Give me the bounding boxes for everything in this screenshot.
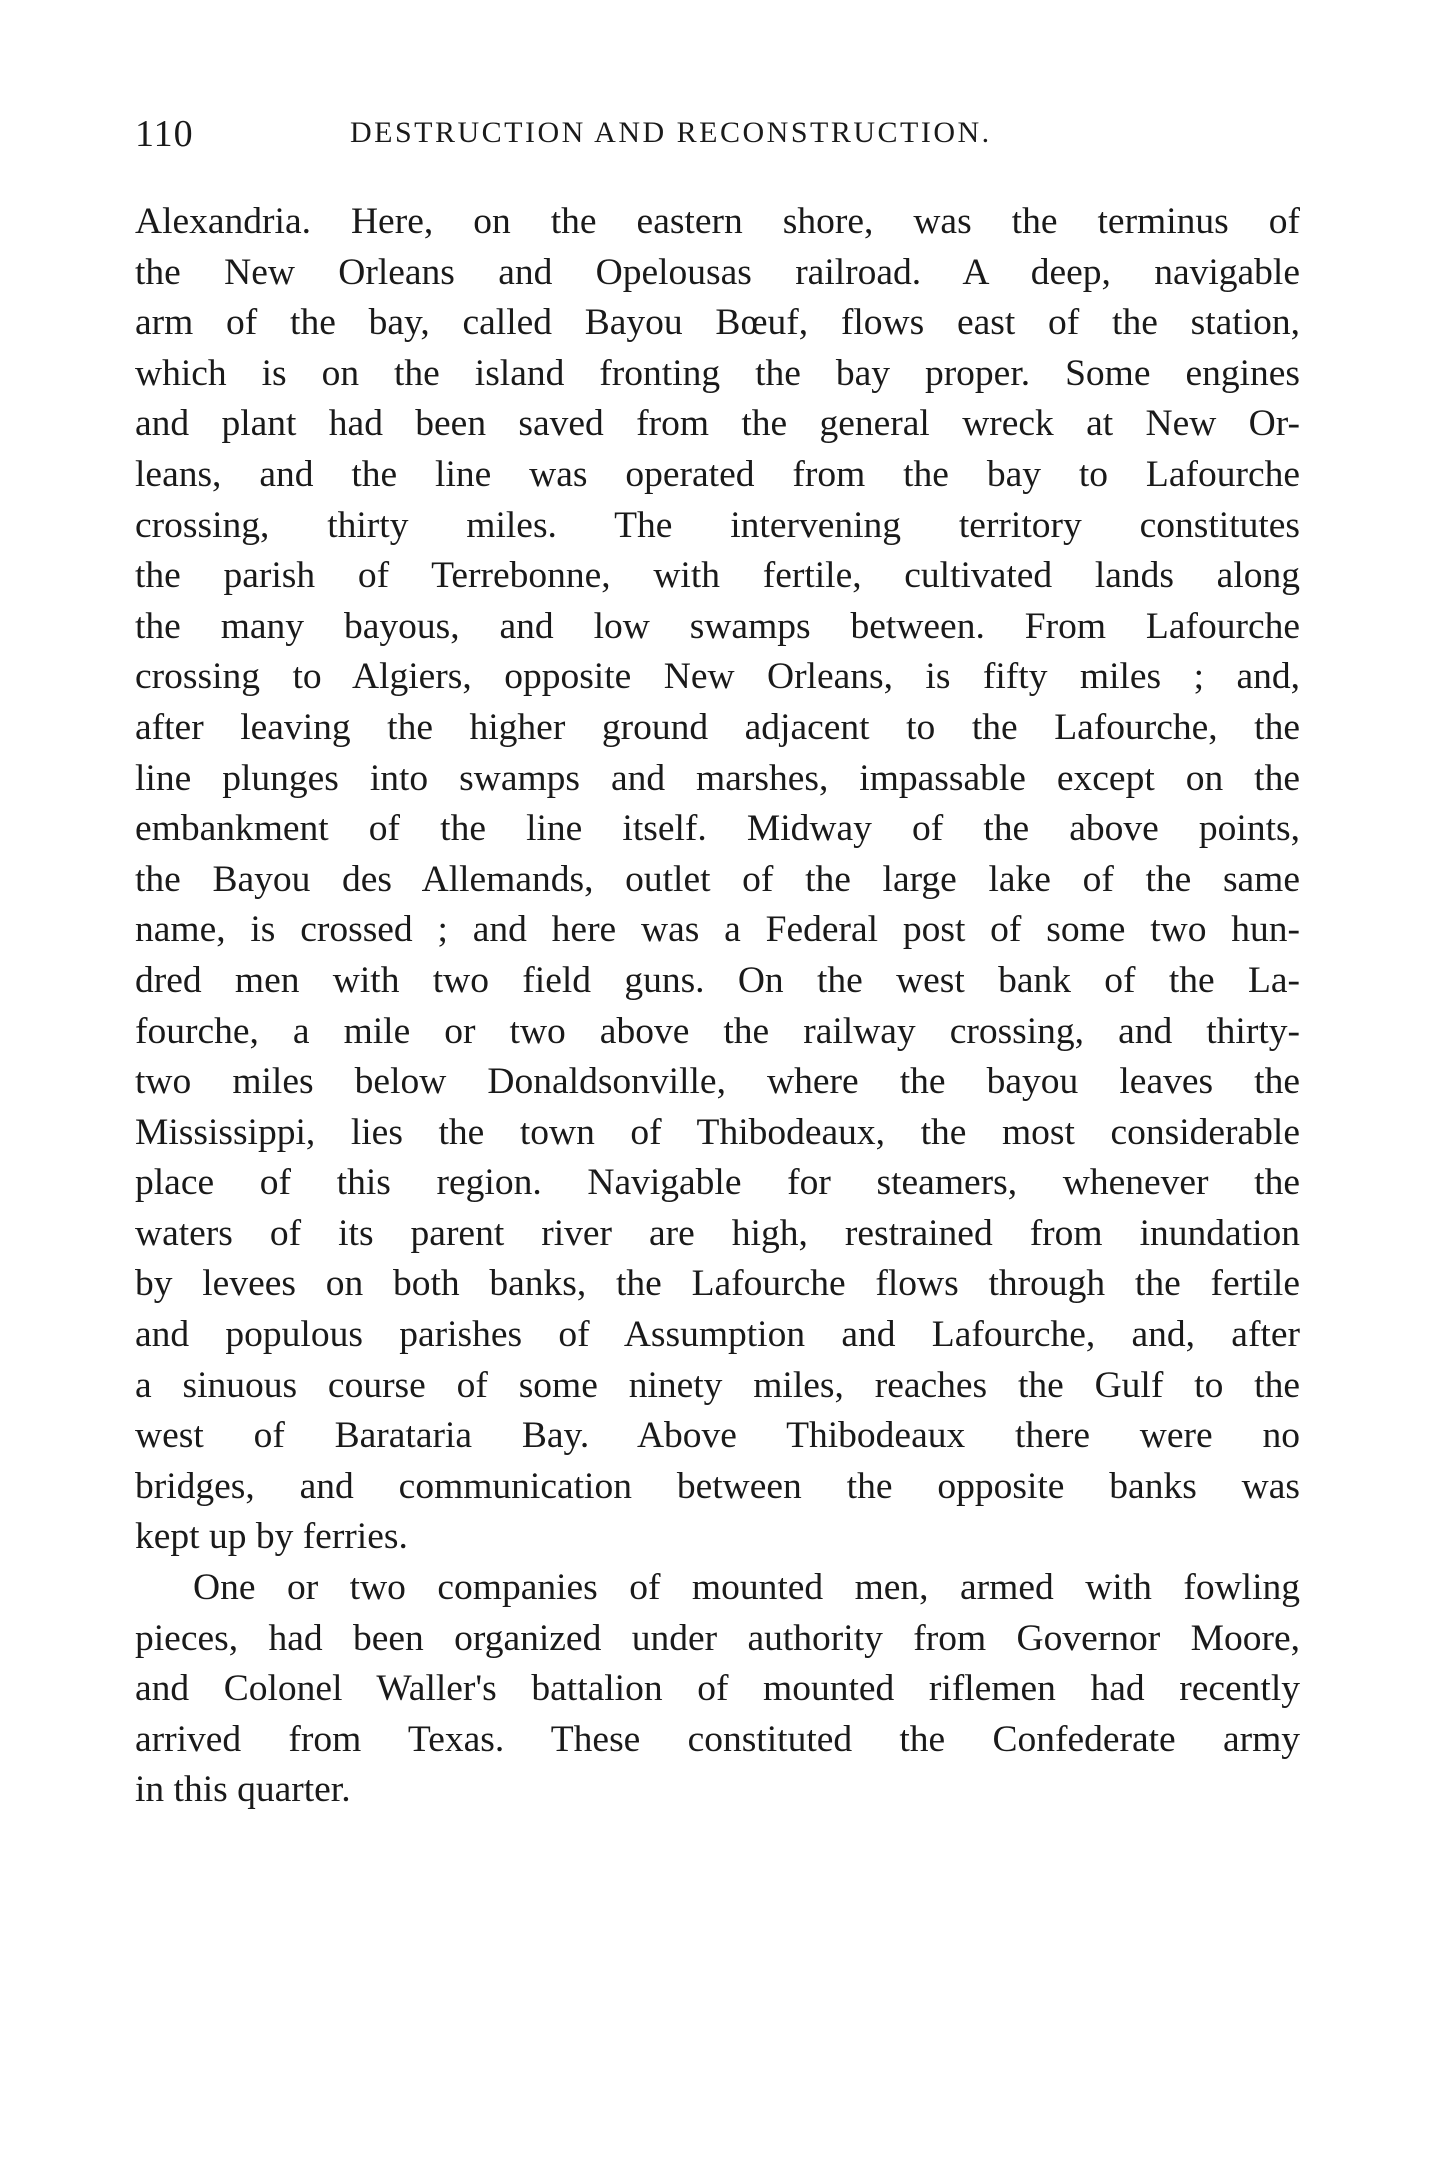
text-line: crossing to Algiers, opposite New Orleans, is fifty miles ; and, — [135, 656, 1300, 698]
text-line: by levees on both banks, the Lafourche flows through the fertile — [135, 1263, 1300, 1305]
text-line: bridges, and communication between the opposite banks was — [135, 1465, 1300, 1507]
text-line: Mississippi, lies the town of Thibodeaux, the most considerable — [135, 1111, 1300, 1153]
page-number: 110 — [135, 113, 194, 155]
text-line: which is on the island fronting the bay proper. Some engines — [135, 352, 1300, 394]
text-line: and plant had been saved from the general wreck at New Or- — [135, 403, 1300, 445]
text-line: leans, and the line was operated from the bay to Lafourche — [135, 453, 1300, 495]
text-line: embankment of the line itself. Midway of the above points, — [135, 808, 1300, 850]
text-line: place of this region. Navigable for steamers, whenever the — [135, 1162, 1300, 1204]
text-line: the Bayou des Allemands, outlet of the large lake of the same — [135, 858, 1300, 900]
text-line: and Colonel Waller's battalion of mounted riflemen had recently — [135, 1668, 1300, 1710]
body-text — [135, 197, 1300, 1816]
paragraph-2 — [135, 1563, 1300, 1816]
text-line: the many bayous, and low swamps between. From Lafourche — [135, 605, 1300, 647]
text-line: and populous parishes of Assumption and Lafourche, and, after — [135, 1314, 1300, 1356]
text-line: fourche, a mile or two above the railway crossing, and thirty- — [135, 1010, 1300, 1052]
text-line: a sinuous course of some ninety miles, reaches the Gulf to the — [135, 1364, 1300, 1406]
running-head — [135, 112, 1300, 162]
text-line: crossing, thirty miles. The intervening territory constitutes — [135, 504, 1300, 546]
text-line: west of Barataria Bay. Above Thibodeaux there were no — [135, 1415, 1300, 1457]
paragraph-1 — [135, 197, 1300, 1563]
running-title: DESTRUCTION AND RECONSTRUCTION. — [350, 116, 992, 149]
text-line: the New Orleans and Opelousas railroad. A deep, navigable — [135, 251, 1300, 293]
text-line: One or two companies of mounted men, armed with fowling — [193, 1567, 1300, 1609]
text-line: dred men with two field guns. On the west bank of the La- — [135, 959, 1300, 1001]
text-line: line plunges into swamps and marshes, impassable except on the — [135, 757, 1300, 799]
text-line: in this quarter. — [135, 1769, 351, 1811]
text-line: Alexandria. Here, on the eastern shore, was the terminus of — [135, 201, 1300, 242]
text-line: arrived from Texas. These constituted the Confederate army — [135, 1718, 1300, 1760]
text-line: arm of the bay, called Bayou Bœuf, flows east of the station, — [135, 302, 1300, 344]
text-line: pieces, had been organized under authority from Governor Moore, — [135, 1617, 1300, 1659]
text-line: after leaving the higher ground adjacent to the Lafourche, the — [135, 706, 1300, 748]
text-line: kept up by ferries. — [135, 1516, 408, 1558]
text-line: name, is crossed ; and here was a Federal post of some two hun- — [135, 909, 1300, 951]
text-line: two miles below Donaldsonville, where the bayou leaves the — [135, 1061, 1300, 1103]
text-line: waters of its parent river are high, restrained from inundation — [135, 1212, 1300, 1254]
text-line: the parish of Terrebonne, with fertile, cultivated lands along — [135, 555, 1300, 597]
